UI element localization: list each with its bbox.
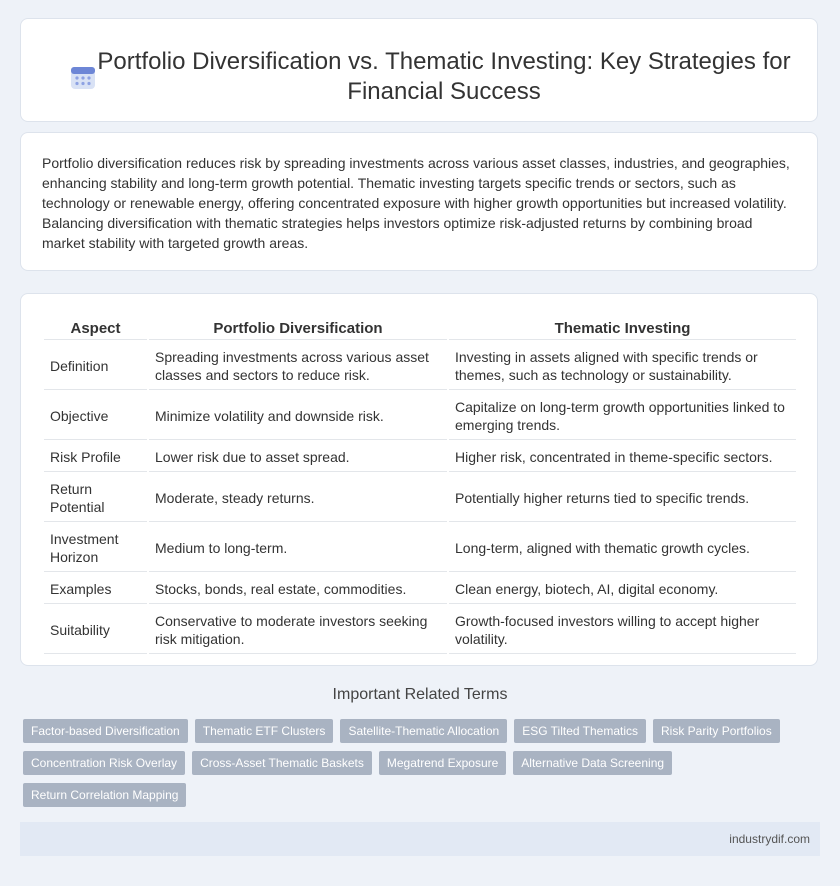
row-thematic: Growth-focused investors willing to accept higher volatility. (449, 606, 796, 654)
table-row (44, 392, 796, 440)
row-aspect: Return Potential (44, 474, 147, 522)
row-aspect: Suitability (44, 606, 147, 654)
row-thematic: Potentially higher returns tied to specific trends. (449, 474, 796, 522)
related-term-tag[interactable]: Thematic ETF Clusters (195, 719, 334, 743)
row-aspect: Investment Horizon (44, 524, 147, 572)
row-diversification: Moderate, steady returns. (149, 474, 447, 522)
related-terms-list (23, 719, 803, 815)
page-title: Portfolio Diversification vs. Thematic Investing: Key Strategies for Financial Success (97, 48, 791, 105)
row-thematic: Higher risk, concentrated in theme-specific sectors. (449, 442, 796, 472)
row-aspect: Objective (44, 392, 147, 440)
table-row (44, 606, 796, 654)
row-aspect: Definition (44, 342, 147, 390)
header-thematic-investing: Thematic Investing (449, 315, 796, 340)
table-row (44, 524, 796, 572)
related-term-tag[interactable]: Factor-based Diversification (23, 719, 188, 743)
row-diversification: Spreading investments across various asset classes and sectors to reduce risk. (149, 342, 447, 390)
related-term-tag[interactable]: Return Correlation Mapping (23, 783, 186, 807)
table-row (44, 342, 796, 390)
header-card (20, 18, 818, 122)
related-term-tag[interactable]: ESG Tilted Thematics (514, 719, 646, 743)
footer-site-link[interactable]: industrydif.com (729, 832, 810, 846)
header-portfolio-diversification: Portfolio Diversification (149, 315, 447, 340)
row-diversification: Medium to long-term. (149, 524, 447, 572)
table-row (44, 574, 796, 604)
related-term-tag[interactable]: Megatrend Exposure (379, 751, 506, 775)
header-aspect: Aspect (44, 315, 147, 340)
row-aspect: Examples (44, 574, 147, 604)
row-diversification: Minimize volatility and downside risk. (149, 392, 447, 440)
footer (20, 822, 820, 856)
related-term-tag[interactable]: Cross-Asset Thematic Baskets (192, 751, 372, 775)
row-thematic: Long-term, aligned with thematic growth cycles. (449, 524, 796, 572)
table-header-row (44, 315, 796, 340)
row-aspect: Risk Profile (44, 442, 147, 472)
row-diversification: Lower risk due to asset spread. (149, 442, 447, 472)
related-terms-title: Important Related Terms (332, 686, 508, 703)
comparison-table (42, 313, 798, 656)
row-diversification: Conservative to moderate investors seeking risk mitigation. (149, 606, 447, 654)
table-row (44, 442, 796, 472)
intro-card (20, 132, 818, 271)
row-thematic: Capitalize on long-term growth opportunities linked to emerging trends. (449, 392, 796, 440)
intro-text: Portfolio diversification reduces risk by spreading investments across various asset classes, industries, and geographies, enhancing stability and long-term growth potential. Thematic investing targets specific trends or sectors, such as technology or renewable energy, offering concentrated exposure with higher growth opportunities but increased volatility. Balancing diversification with thematic strategies helps investors optimize risk-adjusted returns by combining broad market stability with targeted growth areas. (42, 155, 790, 251)
table-row (44, 474, 796, 522)
related-term-tag[interactable]: Risk Parity Portfolios (653, 719, 780, 743)
related-term-tag[interactable]: Satellite-Thematic Allocation (340, 719, 507, 743)
related-term-tag[interactable]: Alternative Data Screening (513, 751, 672, 775)
row-thematic: Clean energy, biotech, AI, digital economy. (449, 574, 796, 604)
row-diversification: Stocks, bonds, real estate, commodities. (149, 574, 447, 604)
row-thematic: Investing in assets aligned with specific trends or themes, such as technology or sustainability. (449, 342, 796, 390)
related-term-tag[interactable]: Concentration Risk Overlay (23, 751, 185, 775)
comparison-card (20, 293, 818, 666)
